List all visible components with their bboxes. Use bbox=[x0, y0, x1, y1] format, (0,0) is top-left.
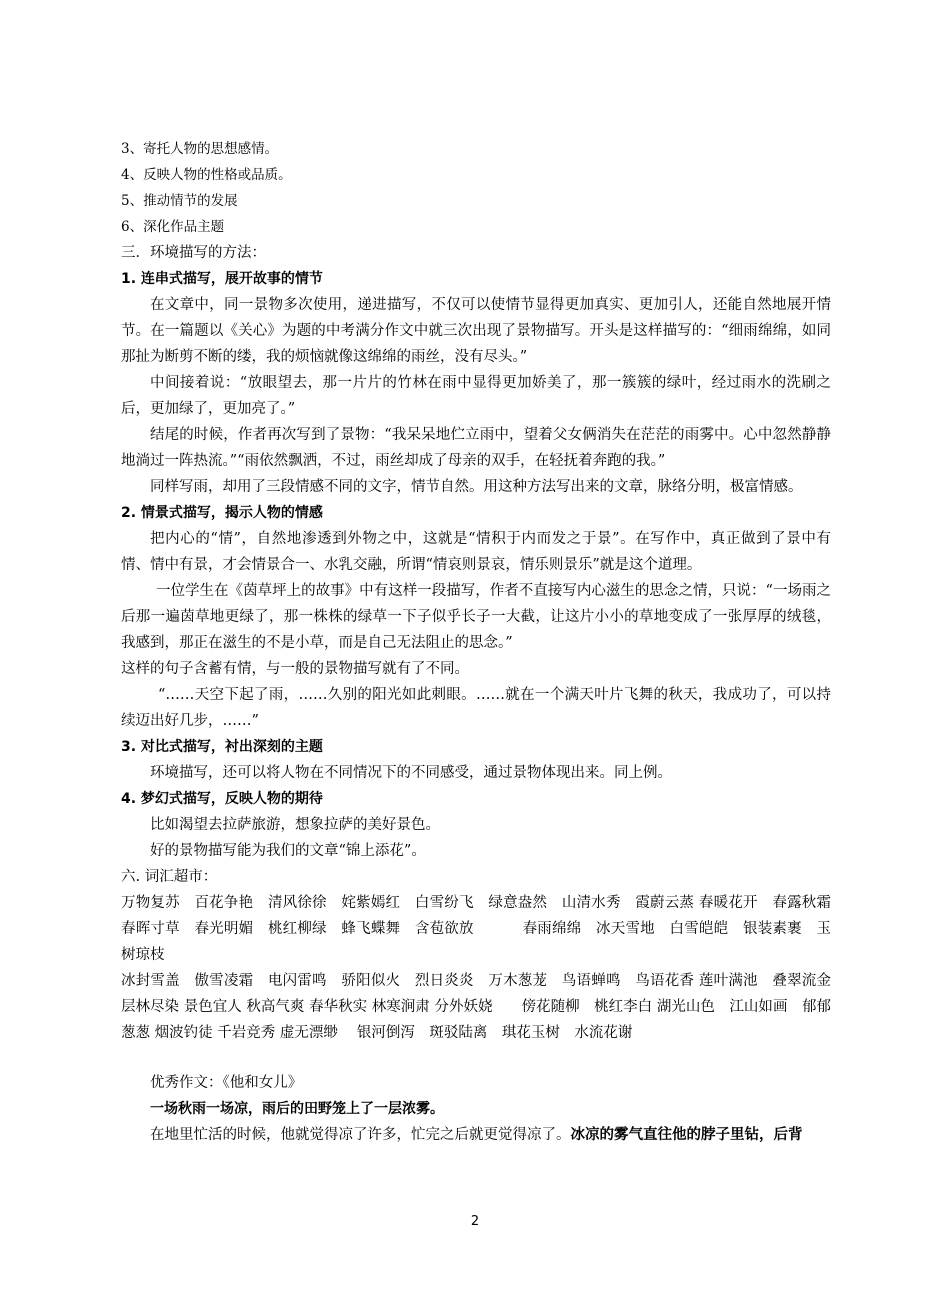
paragraph: 把内心的“情”，自然地渗透到外物之中，这就是“情积于内而发之于景”。在写作中，真正做到了景中有情、情中有景，才会情景合一、水乳交融，所谓“情哀则景哀，情乐则景乐”就是这个道理。 bbox=[121, 531, 831, 573]
vocab-block: 冰封雪盖 傲雪凌霜 电闪雷鸣 骄阳似火 烈日炎炎 万木葱茏 鸟语蝉鸣 鸟语花香 莲叶满池 叠翠流金 层林尽染 景色宜人 秋高气爽 春华秋实 林寒涧肃 分外妖娆 傍花随柳 桃红李白 湖光山色 江山如画 郁郁葱葱 烟波钓徒 千岩竞秀 虚无漂缈 银河倒泻 斑驳陆离 琪花玉树 水流花谢 bbox=[121, 973, 846, 1041]
paragraph: 结尾的时候，作者再次写到了景物：“我呆呆地伫立雨中，望着父女俩消失在茫茫的雨雾中。心中忽然静静地淌过一阵热流。”“雨依然飘洒，不过，雨丝却成了母亲的双手，在轻抚着奔跑的我。” bbox=[121, 427, 831, 469]
list-item: 4、反映人物的性格或品质。 bbox=[121, 167, 292, 183]
paragraph: 在文章中，同一景物多次使用，递进描写，不仅可以使情节显得更加真实、更加引人，还能自然地展开情节。在一篇题以《关心》为题的中考满分作文中就三次出现了景物描写。开头是这样描写的：“细雨绵绵，如同那扯为断剪不断的缕，我的烦恼就像这绵绵的雨丝，没有尽头。” bbox=[121, 297, 831, 365]
paragraph: 一位学生在《茵草坪上的故事》中有这样一段描写，作者不直接写内心滋生的思念之情，只说：“一场雨之后那一遍茵草地更绿了，那一株株的绿草一下子似乎长子一大截，让这片小小的草地变成了一张厚厚的绒毯，我感到，那正在滋生的不是小草，而是自己无法阻止的思念。” bbox=[121, 583, 831, 651]
method-heading: 4. 梦幻式描写，反映人物的期待 bbox=[121, 791, 323, 807]
page-number: 2 bbox=[470, 1214, 480, 1229]
list-item: 3、寄托人物的思想感情。 bbox=[121, 141, 279, 157]
section-heading: 三．环境描写的方法： bbox=[121, 245, 266, 261]
essay-lead: 一场秋雨一场凉，雨后的田野笼上了一层浓雾。 bbox=[150, 1101, 444, 1117]
paragraph: 这样的句子含蓄有情，与一般的景物描写就有了不同。 bbox=[121, 661, 469, 677]
paragraph: 好的景物描写能为我们的文章“锦上添花”。 bbox=[150, 843, 426, 859]
page-content bbox=[121, 136, 851, 1148]
method-heading: 3. 对比式描写，衬出深刻的主题 bbox=[121, 739, 323, 755]
spacer bbox=[121, 1046, 831, 1070]
paragraph: 环境描写，还可以将人物在不同情况下的不同感受，通过景物体现出来。同上例。 bbox=[150, 765, 672, 781]
paragraph: 中间接着说：“放眼望去，那一片片的竹林在雨中显得更加娇美了，那一簇簇的绿叶，经过雨水的洗刷之后，更加绿了，更加亮了。” bbox=[121, 375, 831, 417]
paragraph: 同样写雨，却用了三段情感不同的文字，情节自然。用这种方法写出来的文章，脉络分明，极富情感。 bbox=[150, 479, 803, 495]
vocab-title: 六. 词汇超市： bbox=[121, 869, 218, 885]
essay-paragraph bbox=[121, 1122, 831, 1148]
essay-bold-text: 冰凉的雾气直往他的脖子里钻，后背 bbox=[570, 1127, 803, 1143]
paragraph: “……天空下起了雨，……久别的阳光如此刺眼。……就在一个满天叶片飞舞的秋天，我成功了，可以持续迈出好几步，……” bbox=[121, 687, 831, 729]
paragraph: 比如渴望去拉萨旅游，想象拉萨的美好景色。 bbox=[150, 817, 440, 833]
vocab-block: 万物复苏 百花争艳 清风徐徐 姹紫嫣红 白雪纷飞 绿意盎然 山清水秀 霞蔚云蒸 春暖花开 春露秋霜 春晖寸草 春光明媚 桃红柳绿 蜂飞蝶舞 含苞欲放 春雨绵绵 冰天雪地 白雪皑皑 银装素裹 玉树琼枝 bbox=[121, 895, 851, 963]
method-heading: 2. 情景式描写，揭示人物的情感 bbox=[121, 505, 323, 521]
list-item: 6、深化作品主题 bbox=[121, 219, 225, 235]
essay-text: 在地里忙活的时候，他就觉得凉了许多，忙完之后就更觉得凉了。 bbox=[150, 1127, 571, 1143]
method-heading: 1. 连串式描写，展开故事的情节 bbox=[121, 271, 323, 287]
list-item: 5、推动情节的发展 bbox=[121, 193, 238, 209]
essay-label: 优秀作文：《他和女儿》 bbox=[150, 1075, 303, 1091]
